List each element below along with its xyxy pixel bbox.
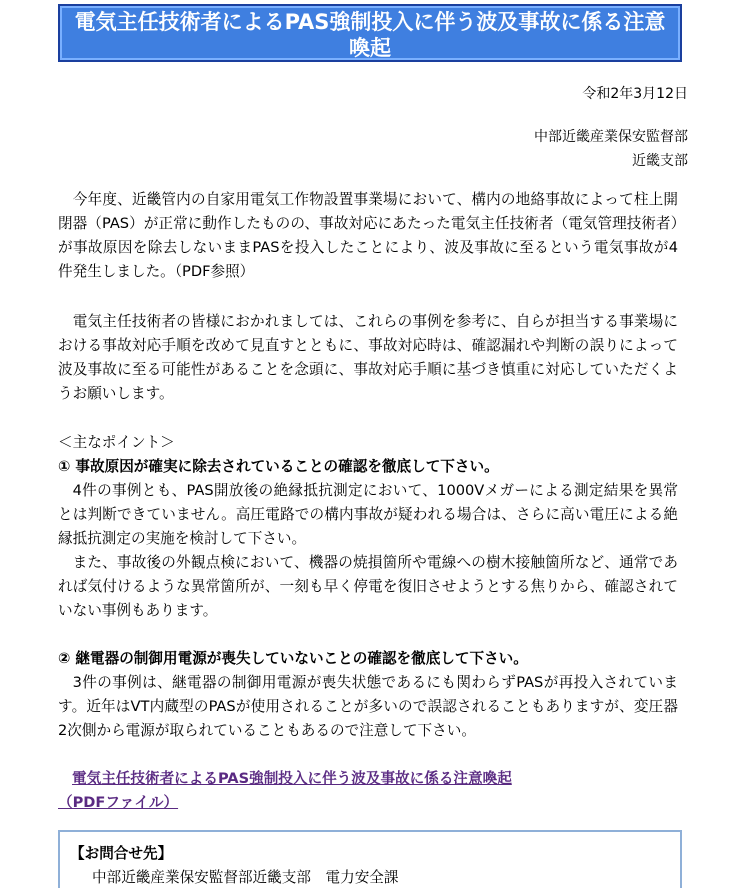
point2-text1: 3件の事例は、継電器の制御用電源が喪失状態であるにも関わらずPASが再投入されています。近年はVT内蔵型のPASが使用されることが多いので誤認されることもありますが、変圧器2次側から電源が取られていることもあるので注意して下さい。 (58, 674, 678, 739)
issue-date: 令和2年3月12日 (582, 86, 688, 102)
pdf-link-block (58, 767, 678, 815)
spacer (58, 623, 678, 647)
issuing-organization (534, 125, 688, 173)
key-points-heading: ＜主なポイント＞ (58, 434, 175, 451)
org-branch: 近畿支部 (632, 153, 688, 169)
point1-text1: 4件の事例とも、PAS開放後の絶縁抵抗測定において、1000Vメガーによる測定結果を異常とは判断できていません。高圧電路での構内事故が疑われる場合は、さらに高い電圧による絶縁抵抗測定の実施を検討して下さい。 (58, 482, 678, 547)
org-name: 中部近畿産業保安監督部 (534, 129, 688, 145)
contact-box (58, 830, 682, 888)
page-title: 電気主任技術者によるPAS強制投入に伴う波及事故に係る注意喚起 (58, 4, 682, 62)
pdf-link[interactable]: 電気主任技術者によるPAS強制投入に伴う波及事故に係る注意喚起 (72, 770, 512, 787)
point2-title: ② 継電器の制御用電源が喪失していないことの確認を徹底して下さい。 (58, 650, 528, 667)
contact-department: 中部近畿産業保安監督部近畿支部 電力安全課 (92, 869, 399, 886)
intro-paragraph: 今年度、近畿管内の自家用電気工作物設置事業場において、構内の地絡事故によって柱上開閉器（PAS）が正常に動作したものの、事故対応にあたった電気主任技術者（電気管理技術者）が事故原因を除去しないままPASを投入したことにより、波及事故に至るという電気事故が4件発生しました。（PDF参照） (58, 191, 678, 280)
pdf-link-suffix[interactable]: （PDFファイル） (58, 794, 179, 811)
contact-title: 【お問合せ先】 (70, 845, 173, 862)
point1-text2: また、事故後の外観点検において、機器の焼損箇所や電線への樹木接触箇所など、通常であれば気付けるような異常箇所が、一刻も早く停電を復旧させようとする焦りから、確認されていない事例もあります。 (58, 554, 678, 619)
point1-title: ① 事故原因が確実に除去されていることの確認を徹底して下さい。 (58, 458, 499, 475)
key-points-section (58, 431, 678, 743)
request-paragraph: 電気主任技術者の皆様におかれましては、これらの事例を参考に、自らが担当する事業場における事故対応手順を改めて見直すとともに、事故対応時は、確認漏れや判断の誤りによって波及事故に至る可能性があることを念頭に、事故対応手順に基づき慎重に対応していただくようお願いします。 (58, 313, 678, 402)
